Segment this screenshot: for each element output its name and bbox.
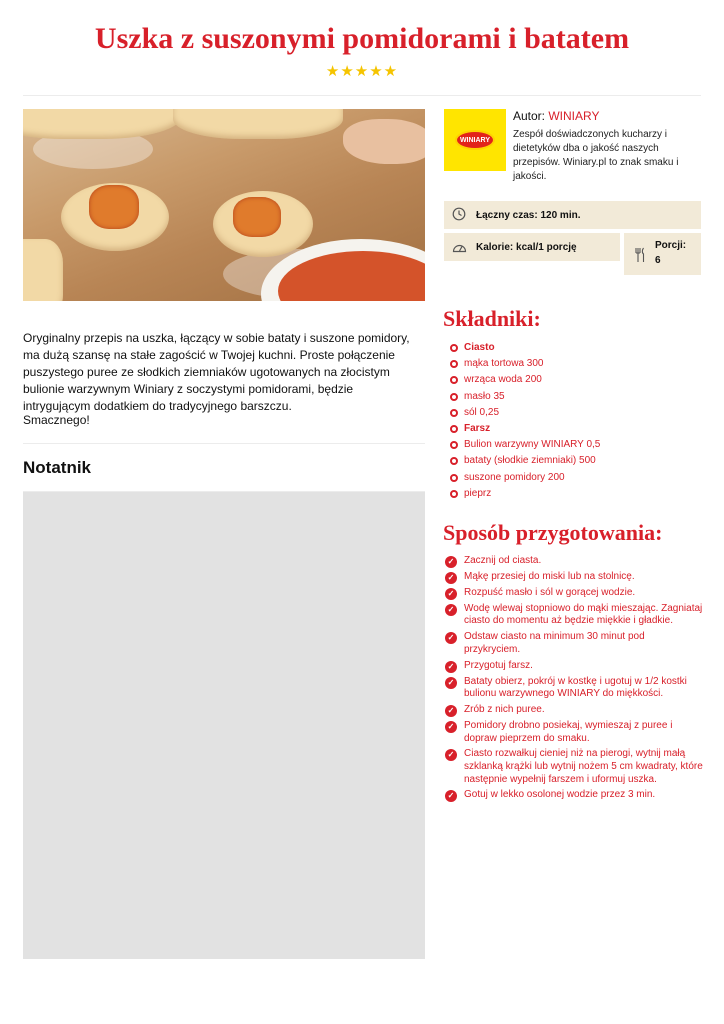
check-circle-icon: ✓ [445,661,457,673]
step-text: Odstaw ciasto na minimum 30 minut pod przykryciem. [464,631,645,655]
circle-bullet-icon [450,490,458,498]
notes-title: Notatnik [23,458,91,477]
check-circle-icon: ✓ [445,749,457,761]
circle-bullet-icon [450,474,458,482]
ingredient-item [450,487,600,503]
scale-icon [452,239,467,256]
preparation-step [445,660,703,673]
ingredient-text: masło 35 [464,390,505,402]
circle-bullet-icon [450,344,458,352]
circle-bullet-icon [450,393,458,401]
recipe-title: Uszka z suszonymi pomidorami i batatem [94,22,630,55]
circle-bullet-icon [450,376,458,384]
total-time-text: Łączny czas: 120 min. [476,210,581,221]
circle-bullet-icon [450,425,458,433]
ingredient-item [450,406,600,422]
step-text: Zrób z nich puree. [464,704,545,716]
recipe-photo [23,109,425,301]
total-time-box [444,201,701,229]
ingredient-item [450,454,600,470]
preparation-step [445,704,703,717]
step-text: Rozpuść masło i sól w gorącej wodzie. [464,586,636,598]
logo-text: WINIARY [455,130,495,150]
calories-box [444,233,620,261]
preparation-title: Sposób przygotowania: [443,520,663,545]
preparation-step [445,603,703,628]
ingredient-text: sól 0,25 [464,406,500,418]
ingredient-text: suszone pomidory 200 [464,471,565,483]
check-circle-icon: ✓ [445,604,457,616]
circle-bullet-icon [450,409,458,417]
ingredient-text: mąka tortowa 300 [464,358,544,370]
ingredient-text: Farsz [464,422,491,434]
step-text: Mąkę przesiej do miski lub na stolnicę. [464,570,635,582]
step-text: Gotuj w lekko osolonej wodzie przez 3 min. [464,789,656,801]
author-line [513,109,599,123]
portions-value: 6 [655,255,661,266]
preparation-step [445,571,703,584]
step-text: Ciasto rozwałkuj cieniej niż na pierogi, wytnij małą szklanką krążki lub wytnij nożem 5 cm kwadraty, które następnie wypełnij farszem i uformuj uszka. [464,748,703,785]
circle-bullet-icon [450,441,458,449]
clock-icon [452,207,466,224]
cutlery-icon [634,247,646,266]
check-circle-icon: ✓ [445,790,457,802]
ingredient-text: wrząca woda 200 [464,374,542,386]
notes-area[interactable] [23,492,425,959]
ingredient-group-heading [450,422,600,438]
divider [23,443,425,444]
portions-label: Porcji: [655,240,687,251]
ingredient-text: bataty (słodkie ziemniaki) 500 [464,455,596,467]
ingredient-text: Bulion warzywny WINIARY 0,5 [464,439,601,451]
divider [23,95,701,96]
check-circle-icon: ✓ [445,588,457,600]
ingredient-item [450,390,600,406]
author-description: Zespół doświadczonych kucharzy i dietetyków dba o jakość naszych przepisów. Winiary.pl to znak smaku i jakości. [513,129,679,182]
ingredient-item [450,471,600,487]
check-circle-icon: ✓ [445,705,457,717]
preparation-step [445,720,703,745]
preparation-steps [445,555,703,805]
preparation-step [445,555,703,568]
ingredient-group-heading [450,341,600,357]
check-circle-icon: ✓ [445,677,457,689]
author-label: Autor: [513,109,546,123]
portions-box [624,233,701,275]
circle-bullet-icon [450,457,458,465]
check-circle-icon: ✓ [445,572,457,584]
check-circle-icon: ✓ [445,632,457,644]
author-name-link[interactable]: WINIARY [548,109,600,123]
calories-text: Kalorie: kcal/1 porcję [476,242,577,253]
rating-stars-icon: ★★★★★ [325,63,399,80]
ingredients-list [450,341,600,503]
step-text: Zacznij od ciasta. [464,555,542,566]
step-text: Pomidory drobno posiekaj, wymieszaj z puree i dopraw pieprzem do smaku. [464,719,673,744]
ingredient-item [450,373,600,389]
closing-text: Smacznego! [23,413,90,427]
preparation-step [445,789,703,802]
recipe-description: Oryginalny przepis na uszka, łączący w sobie bataty i suszone pomidory, ma dużą szansę na stałe zagościć w Twojej kuchni. Proste połączenie puszystego puree ze słodkich ziemniaków ugotowanych na złocistym bulionie warzywnym Winiary z soczystymi pomidorami, będzie intrygującym dodatkiem do tradycyjnego barszczu. [23,331,410,413]
winiary-logo [444,109,506,171]
circle-bullet-icon [450,360,458,368]
check-circle-icon: ✓ [445,721,457,733]
preparation-step [445,748,703,786]
ingredient-item [450,438,600,454]
preparation-step [445,631,703,656]
ingredient-text: pieprz [464,487,492,499]
ingredients-title: Składniki: [443,306,541,331]
preparation-step [445,676,703,701]
step-text: Bataty obierz, pokrój w kostkę i ugotuj w 1/2 kostki bulionu warzywnego WINIARY do miękkości. [464,675,687,700]
step-text: Wodę wlewaj stopniowo do mąki mieszając. Zagniataj ciasto do momentu aż będzie miękkie i gładkie. [464,602,703,627]
ingredient-item [450,357,600,373]
preparation-step [445,587,703,600]
ingredient-text: Ciasto [464,342,495,353]
step-text: Przygotuj farsz. [464,659,533,671]
check-circle-icon: ✓ [445,556,457,568]
